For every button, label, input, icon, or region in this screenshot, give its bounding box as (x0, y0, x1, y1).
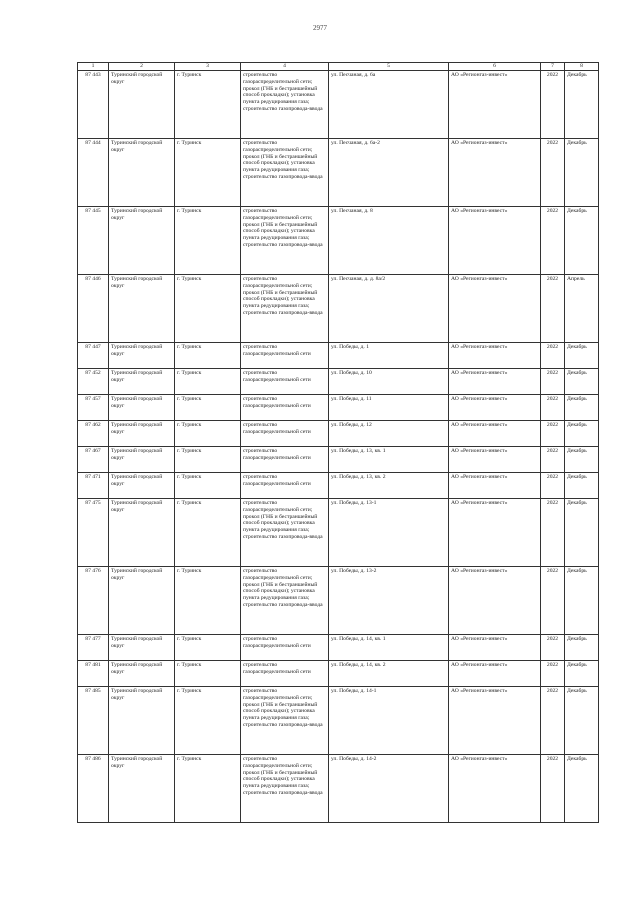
district-cell: Туринский городской округ (109, 687, 175, 755)
district-cell: Туринский городской округ (109, 421, 175, 447)
column-number: 7 (541, 63, 565, 71)
month-cell: Декабрь (565, 447, 599, 473)
table-row (78, 499, 599, 567)
organization-cell: АО «Регионгаз-инвест» (449, 687, 541, 755)
table-row (78, 395, 599, 421)
organization-cell: АО «Регионгаз-инвест» (449, 207, 541, 275)
table-row (78, 369, 599, 395)
year-cell: 2022 (541, 635, 565, 661)
address-cell: ул. Победы, д. 13-2 (329, 567, 449, 635)
month-cell: Декабрь (565, 343, 599, 369)
city-cell: г. Туринск (175, 207, 241, 275)
row-number: 87 457 (78, 395, 109, 421)
column-number: 5 (329, 63, 449, 71)
organization-cell: АО «Регионгаз-инвест» (449, 369, 541, 395)
address-cell: ул. Победы, д. 13, кв. 1 (329, 447, 449, 473)
table-row (78, 687, 599, 755)
work-type-cell: строительство газораспределительной сети; прокол (ГНБ и бестраншейный способ прокладки); установка пункта редуцирования газа; строительство газопровода-ввода (241, 499, 329, 567)
page-number: 2977 (313, 24, 327, 32)
table-row (78, 207, 599, 275)
city-cell: г. Туринск (175, 755, 241, 823)
table-row (78, 343, 599, 369)
row-number: 87 475 (78, 499, 109, 567)
table-row (78, 447, 599, 473)
address-cell: ул. Победы, д. 12 (329, 421, 449, 447)
organization-cell: АО «Регионгаз-инвест» (449, 275, 541, 343)
city-cell: г. Туринск (175, 473, 241, 499)
city-cell: г. Туринск (175, 499, 241, 567)
district-cell: Туринский городской округ (109, 343, 175, 369)
organization-cell: АО «Регионгаз-инвест» (449, 567, 541, 635)
work-type-cell: строительство газораспределительной сети; прокол (ГНБ и бестраншейный способ прокладки); установка пункта редуцирования газа; строительство газопровода-ввода (241, 207, 329, 275)
month-cell: Декабрь (565, 207, 599, 275)
address-cell: ул. Победы, д. 14, кв. 1 (329, 635, 449, 661)
district-cell: Туринский городской округ (109, 755, 175, 823)
district-cell: Туринский городской округ (109, 661, 175, 687)
month-cell: Декабрь (565, 661, 599, 687)
column-number: 2 (109, 63, 175, 71)
year-cell: 2022 (541, 369, 565, 395)
row-number: 87 446 (78, 275, 109, 343)
city-cell: г. Туринск (175, 567, 241, 635)
month-cell: Декабрь (565, 369, 599, 395)
district-cell: Туринский городской округ (109, 635, 175, 661)
objects-table (77, 62, 599, 823)
organization-cell: АО «Регионгаз-инвест» (449, 71, 541, 139)
month-cell: Декабрь (565, 71, 599, 139)
address-cell: ул. Победы, д. 13-1 (329, 499, 449, 567)
work-type-cell: строительство газораспределительной сети (241, 421, 329, 447)
address-cell: ул. Песчаная, д. 6а (329, 71, 449, 139)
work-type-cell: строительство газораспределительной сети (241, 343, 329, 369)
work-type-cell: строительство газораспределительной сети (241, 661, 329, 687)
month-cell: Декабрь (565, 499, 599, 567)
work-type-cell: строительство газораспределительной сети (241, 635, 329, 661)
address-cell: ул. Песчаная, д. 6а-2 (329, 139, 449, 207)
table-row (78, 567, 599, 635)
organization-cell: АО «Регионгаз-инвест» (449, 661, 541, 687)
table-row (78, 755, 599, 823)
city-cell: г. Туринск (175, 687, 241, 755)
work-type-cell: строительство газораспределительной сети; прокол (ГНБ и бестраншейный способ прокладки); установка пункта редуцирования газа; строительство газопровода-ввода (241, 687, 329, 755)
work-type-cell: строительство газораспределительной сети (241, 473, 329, 499)
year-cell: 2022 (541, 687, 565, 755)
year-cell: 2022 (541, 395, 565, 421)
table-row (78, 139, 599, 207)
row-number: 87 471 (78, 473, 109, 499)
city-cell: г. Туринск (175, 71, 241, 139)
district-cell: Туринский городской округ (109, 275, 175, 343)
row-number: 87 462 (78, 421, 109, 447)
organization-cell: АО «Регионгаз-инвест» (449, 343, 541, 369)
year-cell: 2022 (541, 755, 565, 823)
table-row (78, 473, 599, 499)
address-cell: ул. Победы, д. 14-1 (329, 687, 449, 755)
row-number: 87 477 (78, 635, 109, 661)
month-cell: Декабрь (565, 635, 599, 661)
table-row (78, 421, 599, 447)
work-type-cell: строительство газораспределительной сети; прокол (ГНБ и бестраншейный способ прокладки); установка пункта редуцирования газа; строительство газопровода-ввода (241, 755, 329, 823)
district-cell: Туринский городской округ (109, 499, 175, 567)
organization-cell: АО «Регионгаз-инвест» (449, 473, 541, 499)
organization-cell: АО «Регионгаз-инвест» (449, 421, 541, 447)
address-cell: ул. Песчаная, д. 8 (329, 207, 449, 275)
year-cell: 2022 (541, 473, 565, 499)
row-number: 87 476 (78, 567, 109, 635)
column-number: 4 (241, 63, 329, 71)
work-type-cell: строительство газораспределительной сети; прокол (ГНБ и бестраншейный способ прокладки); установка пункта редуцирования газа; строительство газопровода-ввода (241, 275, 329, 343)
work-type-cell: строительство газораспределительной сети; прокол (ГНБ и бестраншейный способ прокладки); установка пункта редуцирования газа; строительство газопровода-ввода (241, 139, 329, 207)
year-cell: 2022 (541, 275, 565, 343)
row-number: 87 485 (78, 687, 109, 755)
organization-cell: АО «Регионгаз-инвест» (449, 635, 541, 661)
year-cell: 2022 (541, 139, 565, 207)
district-cell: Туринский городской округ (109, 395, 175, 421)
year-cell: 2022 (541, 567, 565, 635)
city-cell: г. Туринск (175, 139, 241, 207)
district-cell: Туринский городской округ (109, 207, 175, 275)
city-cell: г. Туринск (175, 421, 241, 447)
city-cell: г. Туринск (175, 635, 241, 661)
row-number: 87 443 (78, 71, 109, 139)
month-cell: Декабрь (565, 421, 599, 447)
table-row (78, 275, 599, 343)
organization-cell: АО «Регионгаз-инвест» (449, 447, 541, 473)
month-cell: Декабрь (565, 473, 599, 499)
year-cell: 2022 (541, 661, 565, 687)
city-cell: г. Туринск (175, 275, 241, 343)
organization-cell: АО «Регионгаз-инвест» (449, 139, 541, 207)
organization-cell: АО «Регионгаз-инвест» (449, 499, 541, 567)
column-number-row (78, 63, 599, 71)
address-cell: ул. Победы, д. 13, кв. 2 (329, 473, 449, 499)
city-cell: г. Туринск (175, 369, 241, 395)
address-cell: ул. Победы, д. 11 (329, 395, 449, 421)
row-number: 87 481 (78, 661, 109, 687)
table-row (78, 661, 599, 687)
year-cell: 2022 (541, 207, 565, 275)
city-cell: г. Туринск (175, 395, 241, 421)
year-cell: 2022 (541, 71, 565, 139)
year-cell: 2022 (541, 421, 565, 447)
row-number: 87 486 (78, 755, 109, 823)
organization-cell: АО «Регионгаз-инвест» (449, 395, 541, 421)
row-number: 87 445 (78, 207, 109, 275)
month-cell: Декабрь (565, 395, 599, 421)
row-number: 87 444 (78, 139, 109, 207)
table-row (78, 635, 599, 661)
month-cell: Декабрь (565, 139, 599, 207)
year-cell: 2022 (541, 343, 565, 369)
district-cell: Туринский городской округ (109, 139, 175, 207)
month-cell: Декабрь (565, 567, 599, 635)
column-number: 8 (565, 63, 599, 71)
table-row (78, 71, 599, 139)
district-cell: Туринский городской округ (109, 447, 175, 473)
address-cell: ул. Песчаная, д. д. 8а/2 (329, 275, 449, 343)
work-type-cell: строительство газораспределительной сети; прокол (ГНБ и бестраншейный способ прокладки); установка пункта редуцирования газа; строительство газопровода-ввода (241, 71, 329, 139)
address-cell: ул. Победы, д. 14, кв. 2 (329, 661, 449, 687)
district-cell: Туринский городской округ (109, 567, 175, 635)
year-cell: 2022 (541, 447, 565, 473)
column-number: 6 (449, 63, 541, 71)
row-number: 87 447 (78, 343, 109, 369)
district-cell: Туринский городской округ (109, 369, 175, 395)
work-type-cell: строительство газораспределительной сети (241, 395, 329, 421)
work-type-cell: строительство газораспределительной сети (241, 447, 329, 473)
row-number: 87 467 (78, 447, 109, 473)
row-number: 87 452 (78, 369, 109, 395)
column-number: 1 (78, 63, 109, 71)
city-cell: г. Туринск (175, 343, 241, 369)
city-cell: г. Туринск (175, 661, 241, 687)
month-cell: Апрель (565, 275, 599, 343)
organization-cell: АО «Регионгаз-инвест» (449, 755, 541, 823)
district-cell: Туринский городской округ (109, 473, 175, 499)
work-type-cell: строительство газораспределительной сети (241, 369, 329, 395)
address-cell: ул. Победы, д. 1 (329, 343, 449, 369)
column-number: 3 (175, 63, 241, 71)
district-cell: Туринский городской округ (109, 71, 175, 139)
year-cell: 2022 (541, 499, 565, 567)
work-type-cell: строительство газораспределительной сети; прокол (ГНБ и бестраншейный способ прокладки); установка пункта редуцирования газа; строительство газопровода-ввода (241, 567, 329, 635)
month-cell: Декабрь (565, 755, 599, 823)
city-cell: г. Туринск (175, 447, 241, 473)
address-cell: ул. Победы, д. 10 (329, 369, 449, 395)
month-cell: Декабрь (565, 687, 599, 755)
address-cell: ул. Победы, д. 14-2 (329, 755, 449, 823)
